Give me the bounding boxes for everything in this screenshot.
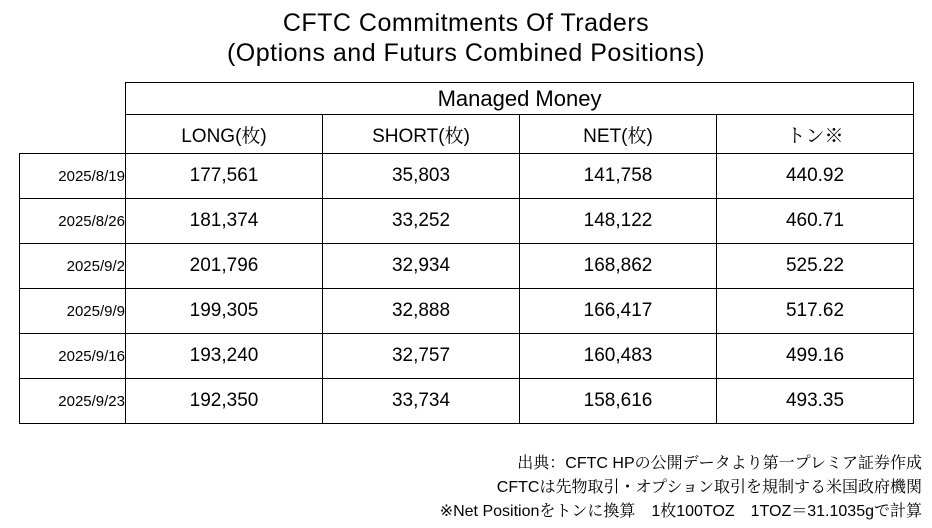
row-ton: 517.62: [717, 289, 914, 334]
row-ton: 440.92: [717, 154, 914, 199]
row-long: 181,374: [126, 199, 323, 244]
column-header-short: SHORT(枚): [323, 115, 520, 154]
row-date: 2025/8/19: [20, 154, 126, 199]
table-group-header-row: [20, 83, 914, 115]
table-corner-spacer: [20, 83, 126, 115]
row-long: 177,561: [126, 154, 323, 199]
table-row: [20, 334, 914, 379]
footer-conversion-note: ※Net Positionをトンに換算 1枚100TOZ 1TOZ＝31.1035gで計算: [439, 503, 922, 520]
row-date: 2025/9/2: [20, 244, 126, 289]
row-date: 2025/9/9: [20, 289, 126, 334]
row-ton: 525.22: [717, 244, 914, 289]
table-row: [20, 379, 914, 424]
row-net: 158,616: [520, 379, 717, 424]
row-net: 166,417: [520, 289, 717, 334]
row-short: 35,803: [323, 154, 520, 199]
column-header-long: LONG(枚): [126, 115, 323, 154]
row-ton: 499.16: [717, 334, 914, 379]
cot-table: [19, 82, 914, 424]
row-long: 201,796: [126, 244, 323, 289]
row-net: 168,862: [520, 244, 717, 289]
row-short: 33,252: [323, 199, 520, 244]
table-row: [20, 199, 914, 244]
row-net: 141,758: [520, 154, 717, 199]
row-date: 2025/9/16: [20, 334, 126, 379]
row-date: 2025/9/23: [20, 379, 126, 424]
row-long: 193,240: [126, 334, 323, 379]
row-short: 32,757: [323, 334, 520, 379]
row-date: 2025/8/26: [20, 199, 126, 244]
footer-notes: [440, 452, 922, 524]
row-short: 33,734: [323, 379, 520, 424]
table-corner-spacer-2: [20, 115, 126, 154]
table-column-header-row: [20, 115, 914, 154]
table-row: [20, 289, 914, 334]
page-title: CFTC Commitments Of Traders: [282, 9, 650, 37]
title-block: [0, 0, 932, 68]
footer-source: 出典：CFTC HPの公開データより第一プレミア証券作成: [517, 455, 922, 472]
table-row: [20, 154, 914, 199]
group-header-managed-money: Managed Money: [126, 83, 914, 115]
footer-description: CFTCは先物取引・オプション取引を規制する米国政府機関: [496, 479, 922, 496]
row-net: 160,483: [520, 334, 717, 379]
column-header-net: NET(枚): [520, 115, 717, 154]
row-ton: 460.71: [717, 199, 914, 244]
table-row: [20, 244, 914, 289]
row-long: 199,305: [126, 289, 323, 334]
page-subtitle: (Options and Futurs Combined Positions): [226, 39, 706, 67]
row-short: 32,934: [323, 244, 520, 289]
row-net: 148,122: [520, 199, 717, 244]
row-short: 32,888: [323, 289, 520, 334]
row-ton: 493.35: [717, 379, 914, 424]
row-long: 192,350: [126, 379, 323, 424]
column-header-ton: トン※: [717, 115, 914, 154]
